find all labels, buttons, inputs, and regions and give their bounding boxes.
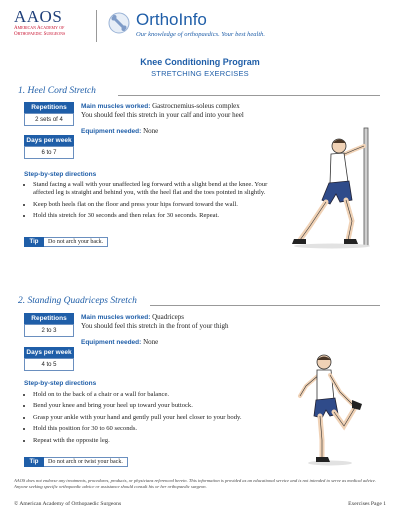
section-1-tip-value: Do not arch your back.: [44, 237, 108, 247]
orthoinfo-title: OrthoInfo: [136, 10, 207, 29]
orthoinfo-tagline: Our knowledge of orthopaedics. Your best health.: [136, 31, 266, 38]
section-2-equipment-value: None: [143, 338, 159, 346]
section-2-tip-value: Do not arch or twist your back.: [44, 457, 128, 467]
section-1-step: • Hold this stretch for 30 seconds and then relax for 30 seconds. Repeat.: [33, 212, 283, 220]
section-1-equipment: [81, 127, 321, 137]
section-2-steps-list: [24, 391, 283, 448]
section-1-step: • Keep both heels flat on the floor and press your hips forward toward the wall.: [33, 201, 283, 209]
section-2-repetitions-label: Repetitions: [24, 313, 74, 324]
section-2-equipment-label: Equipment needed:: [81, 339, 142, 346]
section-2-rule: [150, 305, 380, 306]
section-2-muscles-label: Main muscles worked:: [81, 314, 151, 321]
section-1-step: • Stand facing a wall with your unaffected leg forward with a slight bend at the knee. Your affected leg is straight and behind you, with the heel flat and the toes pointed in slightly.: [33, 181, 283, 198]
bone-globe-icon: [108, 12, 130, 34]
section-2-title: 2. Standing Quadriceps Stretch: [18, 296, 137, 306]
aaos-logo: [14, 8, 98, 38]
section-1-muscles-label: Main muscles worked:: [81, 103, 151, 110]
aaos-name-line1: American Academy of: [14, 26, 65, 31]
section-1-equipment-value: None: [143, 127, 159, 135]
wall-calf-stretch-figure: [286, 126, 386, 250]
section-1-rule: [118, 95, 380, 96]
aaos-name-line2: Orthopaedic Surgeons: [14, 32, 66, 37]
section-1-repetitions-label: Repetitions: [24, 102, 74, 113]
section-2-tip: [24, 457, 128, 467]
footer-copyright: © American Academy of Orthopaedic Surgeons: [14, 501, 122, 507]
section-2-tip-label: Tip: [24, 457, 44, 467]
footer-disclaimer: AAOS does not endorse any treatments, procedures, products, or physicians referenced herein. This information is provided as an educational service and is not intended to serve as medical advice. Anyone seeking specific orthopaedic advice or assistance should consult his or her orthopaedic surgeon.: [14, 478, 377, 489]
standing-quad-stretch-figure: [290, 348, 380, 468]
section-2-step: • Bend your knee and bring your heel up toward your buttock.: [33, 402, 283, 410]
section-2-repetitions-value: 2 to 3: [24, 324, 74, 337]
footer-page-label: Exercises Page 1: [348, 501, 386, 507]
section-2-step: • Hold on to the back of a chair or a wall for balance.: [33, 391, 283, 399]
section-1-feel-text: You should feel this stretch in your calf and into your heel: [81, 111, 244, 119]
section-2-step: • Grasp your ankle with your hand and gently pull your heel closer to your body.: [33, 414, 283, 422]
section-2-days-value: 4 to 5: [24, 358, 74, 371]
section-1-steps-label: Step-by-step directions: [24, 171, 97, 178]
section-1-days-label: Days per week: [24, 135, 74, 146]
section-1-equipment-label: Equipment needed:: [81, 128, 142, 135]
section-1-title: 1. Heel Cord Stretch: [18, 86, 96, 96]
page-title: Knee Conditioning Program: [140, 57, 260, 67]
section-1-tip-label: Tip: [24, 237, 44, 247]
section-2-muscles-value: Quadriceps: [152, 313, 184, 321]
section-2-equipment: [81, 338, 321, 348]
header-divider: [96, 10, 97, 42]
section-1-tip: [24, 237, 108, 247]
section-1-repetitions-value: 2 sets of 4: [24, 113, 74, 126]
section-2-step: • Hold this position for 30 to 60 seconds.: [33, 425, 283, 433]
section-2-feel-text: You should feel this stretch in the front of your thigh: [81, 322, 229, 330]
section-1-steps-list: [24, 181, 283, 224]
section-2-steps-label: Step-by-step directions: [24, 380, 97, 387]
section-1-muscles-value: Gastrocnemius-soleus complex: [152, 102, 240, 110]
section-2-step: • Repeat with the opposite leg.: [33, 437, 283, 445]
section-2-days-label: Days per week: [24, 347, 74, 358]
aaos-wordmark: AAOS: [14, 7, 63, 26]
page-subtitle: STRETCHING EXERCISES: [151, 69, 249, 78]
section-1-days-value: 6 to 7: [24, 146, 74, 159]
